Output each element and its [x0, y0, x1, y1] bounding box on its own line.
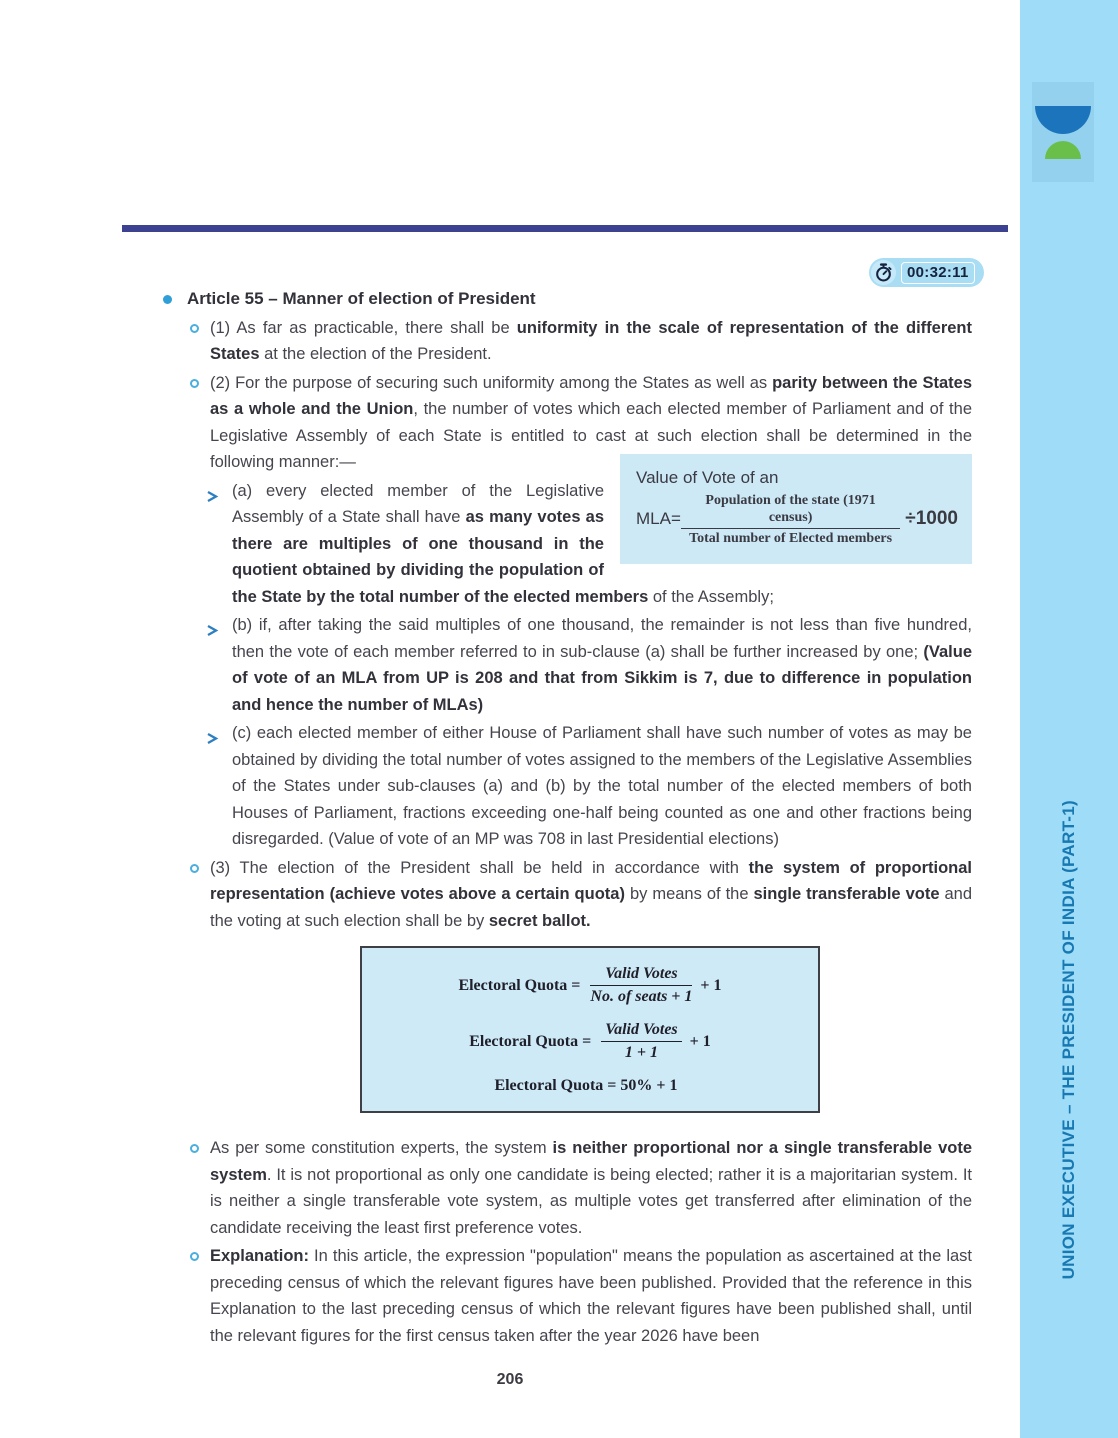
subclause-a-text: (a) every elected member of the Legislative Assembly of a State shall have as many votes as there are multiples of one thousand in the quotient obtained by dividing the population of the State by the total number of the elected members of the Assembly; [232, 481, 774, 606]
quota-label: Electoral Quota = [469, 1032, 592, 1050]
timer-badge [869, 258, 984, 287]
quota-numerator: Valid Votes [601, 1020, 681, 1042]
chapter-title-vertical: UNION EXECUTIVE – THE PRESIDENT OF INDIA (PART-1) [1059, 800, 1078, 1280]
page-number: 206 [496, 1371, 524, 1388]
mla-fraction-numerator: Population of the state (1971 census) [681, 492, 900, 529]
quota-numerator: Valid Votes [590, 964, 692, 986]
mla-fraction-denominator: Total number of Elected members [689, 530, 893, 546]
subclause-b-text: (b) if, after taking the said multiples of one thousand, the remainder is not less than five hundred, then the vote of each member referred to in sub-clause (a) shall be further increased by one; (Value of vote of an MLA from UP is 208 and that from Sikkim is 7, due to difference in population and hence the number of MLAs) [232, 616, 972, 714]
quota-fraction [590, 964, 692, 1007]
electoral-quota-box [360, 946, 820, 1113]
mla-fraction [681, 492, 900, 548]
article-heading-text: Article 55 – Manner of election of President [187, 289, 536, 308]
clause-2-text: (2) For the purpose of securing such uniformity among the States as well as parity between the States as a whole and the Union, the number of votes which each elected member of Parliament and of the Legislative Assembly of each State is entitled to cast at such election shall be determined in the following manner:— [210, 373, 972, 471]
quota-suffix: + 1 [700, 976, 722, 994]
article-content [160, 286, 972, 1351]
arrow-bullet-icon [206, 727, 219, 740]
subclause-b [160, 612, 972, 718]
stopwatch-icon [871, 260, 896, 285]
mla-box-title: Value of Vote of an [636, 467, 779, 487]
header-rule [122, 225, 1008, 232]
logo-blue-bowl-icon [1035, 106, 1091, 134]
arrow-bullet-icon [206, 619, 219, 632]
mla-formula-suffix: ÷1000 [905, 508, 958, 529]
mla-formula-prefix: MLA= [636, 509, 681, 528]
circle-bullet-icon [190, 379, 199, 388]
chapter-title-wrap [1020, 770, 1118, 1310]
explanation-note [160, 1243, 972, 1349]
circle-bullet-icon [190, 864, 199, 873]
clause-1 [160, 315, 972, 368]
quota-formula-row [372, 1020, 808, 1063]
clause-3-text: (3) The election of the President shall be held in accordance with the system of proportional representation (achieve votes above a certain quota) by means of the single transferable vote and the voting at such election shall be by secret ballot. [210, 858, 973, 930]
explanation-note-text: Explanation: In this article, the expression "population" means the population as ascertained at the last preceding census of which the relevant figures have been published. Provided that the reference in this Explanation to the last preceding census of which the relevant figures have been published shall, until the relevant figures for the first census taken after the year 2026 have been [210, 1247, 972, 1345]
quota-label: Electoral Quota = 50% + 1 [494, 1077, 678, 1094]
experts-note-text: As per some constitution experts, the system is neither proportional nor a single transferable vote system. It is not proportional as only one candidate is being elected; rather it is a majoritarian system. It is neither a single transferable vote system, as multiple votes get transferred after elimination of the candidate receiving the least first preference votes. [210, 1139, 972, 1237]
quota-formula-row [372, 964, 808, 1007]
mla-vote-value-box [620, 454, 972, 565]
clause-1-text: (1) As far as practicable, there shall be uniformity in the scale of representation of the different States at the election of the President. [210, 318, 972, 363]
right-sidebar [1020, 0, 1118, 1438]
experts-note [160, 1135, 972, 1241]
quota-formula-row [372, 1076, 808, 1096]
mla-formula [636, 492, 958, 548]
logo-green-dome-icon [1045, 141, 1081, 159]
quota-suffix: + 1 [689, 1032, 711, 1050]
quota-denominator: No. of seats + 1 [590, 988, 693, 1005]
circle-bullet-icon [190, 1144, 199, 1153]
subclause-c [160, 720, 972, 853]
disc-bullet-icon [163, 295, 172, 304]
timer-value: 00:32:11 [901, 262, 975, 284]
quota-denominator: 1 + 1 [624, 1044, 658, 1061]
circle-bullet-icon [190, 324, 199, 333]
circle-bullet-icon [190, 1252, 199, 1261]
clause-3 [160, 855, 972, 935]
arrow-bullet-icon [206, 485, 219, 498]
quota-label: Electoral Quota = [458, 976, 581, 994]
article-heading [160, 286, 972, 313]
subclause-a [160, 467, 972, 611]
brand-logo [1032, 82, 1094, 182]
subclause-c-text: (c) each elected member of either House of Parliament shall have such number of votes as may be obtained by dividing the total number of votes assigned to the members of the Legislative Assemblies of the States under sub-clauses (a) and (b) by the total number of the elected members of both Houses of Parliament, fractions exceeding one-half being counted as one and other fractions being disregarded. (Value of vote of an MP was 708 in last Presidential elections) [232, 724, 972, 848]
quota-fraction [601, 1020, 681, 1063]
